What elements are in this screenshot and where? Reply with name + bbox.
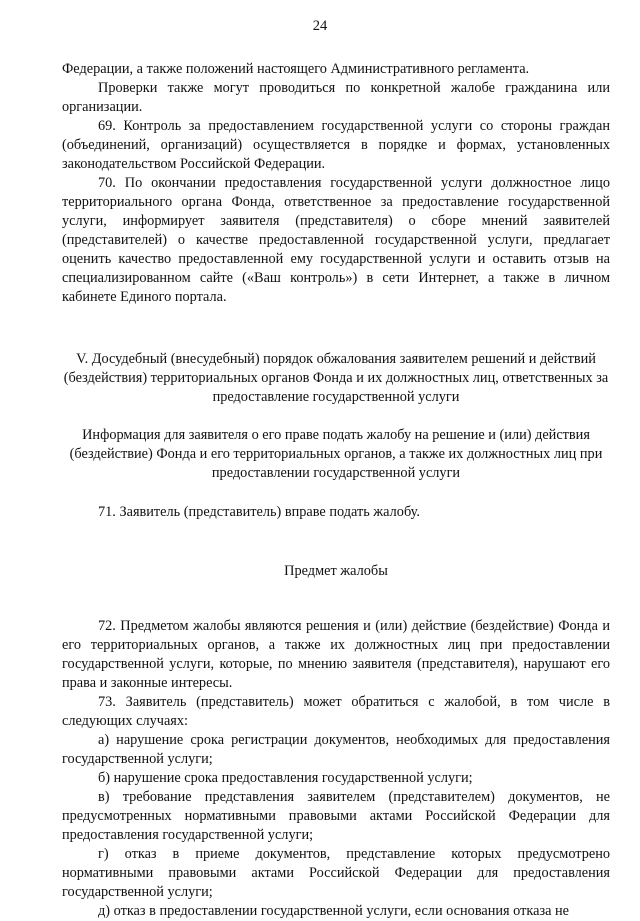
list-item-d: д) отказ в предоставлении государственной услуги, если основания отказа не: [98, 903, 570, 919]
info-heading: Информация для заявителя о его праве подать жалобу на решение и (или) действия (бездействие) Фонда и его территориальных органов, а также их должностных лиц при предоставлении государственной услуги: [69, 427, 603, 481]
paragraph-continuation: Федерации, а также положений настоящего Административного регламента.: [62, 61, 530, 77]
paragraph-72: 72. Предметом жалобы являются решения и (или) действие (бездействие) Фонда и его территориальных органов, а также их должностных лиц при предоставлении государственной услуги, которые, по мнению заявителя (представителя), нарушают его права и законные интересы.: [62, 618, 610, 691]
page-content: [62, 60, 610, 921]
list-item-v: в) требование представления заявителем (представителем) документов, не предусмотренных нормативными правовыми актами Российской Федерации для предоставления государственной услуги;: [62, 789, 610, 843]
list-item-a: а) нарушение срока регистрации документов, необходимых для предоставления государственной услуги;: [62, 732, 610, 767]
paragraph-73: 73. Заявитель (представитель) может обратиться с жалобой, в том числе в следующих случаях:: [62, 694, 610, 729]
paragraph-71: 71. Заявитель (представитель) вправе подать жалобу.: [98, 504, 420, 520]
list-item-b: б) нарушение срока предоставления государственной услуги;: [98, 770, 473, 786]
section-title: V. Досудебный (внесудебный) порядок обжалования заявителем решений и действий (бездействия) территориальных органов Фонда и их должностных лиц, ответственных за предоставление государственной услуги: [63, 351, 609, 405]
page-number: 24: [312, 18, 328, 34]
subject-heading: Предмет жалобы: [284, 563, 388, 579]
list-item-g: г) отказ в приеме документов, представление которых предусмотрено нормативными правовыми актами Российской Федерации для предоставления государственной услуги;: [62, 846, 610, 900]
paragraph-checks: Проверки также могут проводиться по конкретной жалобе гражданина или организации.: [62, 80, 610, 115]
paragraph-70: 70. По окончании предоставления государственной услуги должностное лицо территориального органа Фонда, ответственное за предоставление государственной услуги, информирует заявителя (представителя) о сборе мнений заявителей (представителей) о качестве предоставленной государственной услуги, предлагает оценить качество предоставленной ему государственной услуги и оставить отзыв на специализированном сайте («Ваш контроль») в сети Интернет, а также в личном кабинете Единого портала.: [62, 175, 610, 305]
paragraph-69: 69. Контроль за предоставлением государственной услуги со стороны граждан (объединений, организаций) осуществляется в порядке и формах, установленных законодательством Российской Федерации.: [62, 118, 610, 172]
